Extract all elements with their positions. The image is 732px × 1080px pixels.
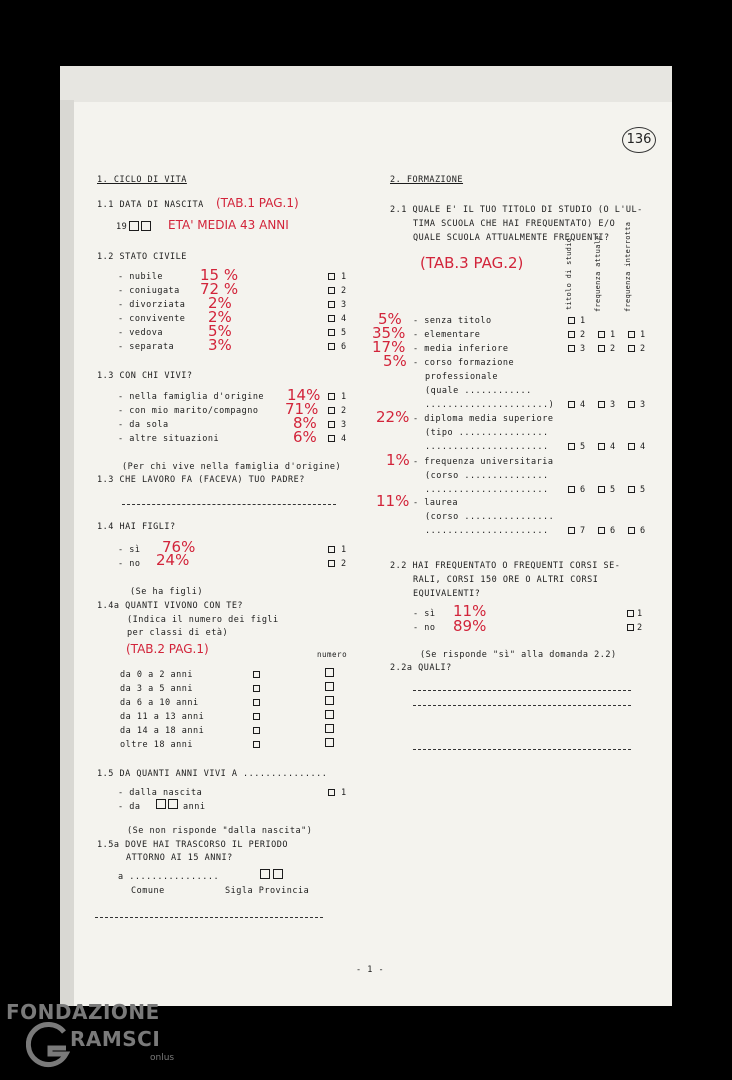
code: 1 [640, 330, 646, 340]
q1-5a-2: ATTORNO AI 15 ANNI? [126, 853, 233, 863]
q2-2-note: (Se risponde "sì" alla domanda 2.2) [420, 650, 617, 660]
corsi-pct: 89% [453, 617, 487, 635]
q2-1-l3: QUALE SCUOLA ATTUALMENTE FREQUENTI? [413, 233, 610, 243]
q1-4a-sub1: (Indica il numero dei figli [127, 615, 279, 625]
studio-label: - laurea [413, 498, 458, 508]
number-box[interactable] [325, 710, 334, 719]
studio-label: (tipo ................ [425, 428, 549, 438]
q2-2-l1: 2.2 HAI FREQUENTATO O FREQUENTI CORSI SE- [390, 561, 621, 571]
corsi-label: - no [413, 623, 436, 633]
studio-pct: 5% [383, 352, 407, 370]
studio-label: ...................... [425, 442, 549, 452]
watermark-line2: RAMSCI [70, 1027, 161, 1051]
civile-label: - coniugata [118, 286, 180, 296]
chi-label: - nella famiglia d'origine [118, 392, 265, 402]
checkbox[interactable] [628, 443, 635, 450]
checkbox[interactable] [568, 401, 575, 408]
number-box[interactable] [325, 738, 334, 747]
chi-code: 1 [341, 392, 347, 402]
code: 2 [610, 344, 616, 354]
q2-2-l2: RALI, CORSI 150 ORE O ALTRI CORSI [413, 575, 599, 585]
page-footer: - 1 - [356, 965, 385, 975]
checkbox[interactable] [328, 343, 335, 350]
code: 3 [640, 400, 646, 410]
checkbox[interactable] [628, 527, 635, 534]
q1-2: 1.2 STATO CIVILE [97, 252, 187, 262]
checkbox[interactable] [628, 486, 635, 493]
studio-pct: 1% [386, 451, 410, 469]
corsi-code: 1 [637, 609, 643, 619]
civile-code: 2 [341, 286, 347, 296]
q1-3b: 1.3 CHE LAVORO FA (FACEVA) TUO PADRE? [97, 475, 305, 485]
studio-label: (corso ............... [425, 471, 549, 481]
q1-5-opt2a: - da [118, 802, 141, 812]
year-box-1[interactable] [129, 221, 139, 231]
checkbox[interactable] [328, 560, 335, 567]
q1-5-opt2b: anni [183, 802, 206, 812]
answer-line[interactable] [413, 705, 631, 706]
q1-1: 1.1 DATA DI NASCITA [97, 200, 204, 210]
page-shadow [60, 100, 74, 1006]
gramsci-g-logo [26, 1022, 70, 1070]
chi-label: - con mio marito/compagno [118, 406, 259, 416]
code: 6 [580, 485, 586, 495]
civile-label: - divorziata [118, 300, 186, 310]
civile-label: - vedova [118, 328, 163, 338]
code: 5 [640, 485, 646, 495]
numero-header: numero [317, 650, 348, 659]
eta-row: da 11 a 13 anni [120, 712, 205, 722]
chi-code: 3 [341, 420, 347, 430]
q1-1-note: (TAB.1 PAG.1) [216, 196, 299, 210]
studio-label: - corso formazione [413, 358, 515, 368]
checkbox[interactable] [328, 287, 335, 294]
comune-label: Comune [131, 886, 165, 896]
civile-code: 1 [341, 272, 347, 282]
province-box-2[interactable] [273, 869, 283, 879]
checkbox[interactable] [568, 331, 575, 338]
checkbox[interactable] [328, 273, 335, 280]
q1-4a-note: (TAB.2 PAG.1) [126, 642, 209, 656]
col-header-freq-interrotta: frequenza interrotta [624, 221, 632, 312]
figli-pct: 24% [156, 551, 190, 569]
figli-label: - sì [118, 545, 141, 555]
corsi-label: - sì [413, 609, 436, 619]
code: 3 [610, 400, 616, 410]
chi-pct: 71% [285, 400, 319, 418]
figli-label: - no [118, 559, 141, 569]
code: 3 [580, 344, 586, 354]
checkbox[interactable] [253, 685, 260, 692]
studio-label: - elementare [413, 330, 481, 340]
code: 5 [580, 442, 586, 452]
checkbox[interactable] [253, 741, 260, 748]
answer-line[interactable] [413, 690, 631, 691]
checkbox[interactable] [328, 435, 335, 442]
studio-pct: 22% [376, 408, 410, 426]
checkbox[interactable] [628, 331, 635, 338]
q1-3-note: (Per chi vive nella famiglia d'origine) [122, 462, 342, 472]
sigla-label: Sigla Provincia [225, 886, 310, 896]
col-header-titolo: titolo di studio [565, 237, 573, 310]
eta-row: da 3 a 5 anni [120, 684, 194, 694]
civile-code: 4 [341, 314, 347, 324]
q1-5a-field[interactable]: a ................ [118, 872, 220, 882]
studio-pct: 11% [376, 492, 410, 510]
number-box[interactable] [325, 668, 334, 677]
eta-row: da 0 a 2 anni [120, 670, 194, 680]
checkbox[interactable] [568, 443, 575, 450]
chi-code: 4 [341, 434, 347, 444]
checkbox[interactable] [253, 699, 260, 706]
civile-pct: 3% [208, 336, 232, 354]
studio-label: (quale ............ [425, 386, 532, 396]
studio-label: - senza titolo [413, 316, 492, 326]
civile-label: - separata [118, 342, 175, 352]
q1-4-note: (Se ha figli) [130, 587, 204, 597]
checkbox[interactable] [568, 486, 575, 493]
civile-pct: 2% [208, 308, 232, 326]
studio-label: ...................... [425, 485, 549, 495]
civile-label: - nubile [118, 272, 163, 282]
code: 4 [610, 442, 616, 452]
section1-title: 1. CICLO DI VITA [97, 175, 187, 185]
civile-code: 5 [341, 328, 347, 338]
checkbox[interactable] [627, 624, 634, 631]
checkbox[interactable] [328, 546, 335, 553]
checkbox[interactable] [598, 401, 605, 408]
checkbox[interactable] [328, 393, 335, 400]
checkbox[interactable] [328, 421, 335, 428]
answer-line[interactable] [122, 504, 336, 505]
code: 4 [640, 442, 646, 452]
figli-pct: 76% [162, 538, 196, 556]
code: 5 [610, 485, 616, 495]
corsi-code: 2 [637, 623, 643, 633]
checkbox[interactable] [628, 401, 635, 408]
civile-pct: 15 % [200, 266, 239, 284]
q2-1-note: (TAB.3 PAG.2) [420, 254, 524, 272]
code: 2 [580, 330, 586, 340]
eta-row: da 14 a 18 anni [120, 726, 205, 736]
studio-label: (corso ................ [425, 512, 555, 522]
watermark-line1: FONDAZIONE [6, 1000, 160, 1024]
eta-row: da 6 a 10 anni [120, 698, 199, 708]
civile-code: 6 [341, 342, 347, 352]
code: 1 [610, 330, 616, 340]
checkbox[interactable] [253, 671, 260, 678]
studio-label: - frequenza universitaria [413, 457, 554, 467]
q2-2a: 2.2a QUALI? [390, 663, 452, 673]
section2-title: 2. FORMAZIONE [390, 175, 464, 185]
checkbox[interactable] [628, 345, 635, 352]
checkbox[interactable] [598, 331, 605, 338]
checkbox[interactable] [598, 527, 605, 534]
checkbox[interactable] [568, 317, 575, 324]
civile-label: - convivente [118, 314, 186, 324]
figli-code: 1 [341, 545, 347, 555]
chi-code: 2 [341, 406, 347, 416]
q1-1-prefix: 19 [116, 222, 128, 232]
number-box[interactable] [325, 724, 334, 733]
code: 2 [640, 344, 646, 354]
years-box-1[interactable] [156, 799, 166, 809]
divider [95, 917, 323, 918]
code: 6 [610, 526, 616, 536]
q1-5-opt1-code: 1 [341, 788, 347, 798]
code: 4 [580, 400, 586, 410]
checkbox[interactable] [328, 407, 335, 414]
studio-pct: 35% [372, 324, 406, 342]
page-edge [60, 66, 672, 102]
figli-code: 2 [341, 559, 347, 569]
chi-pct: 8% [293, 414, 317, 432]
checkbox[interactable] [328, 789, 335, 796]
checkbox[interactable] [568, 527, 575, 534]
studio-label: ...................... [425, 526, 549, 536]
q1-4: 1.4 HAI FIGLI? [97, 522, 176, 532]
q1-5a: 1.5a DOVE HAI TRASCORSO IL PERIODO [97, 840, 288, 850]
checkbox[interactable] [253, 727, 260, 734]
number-box[interactable] [325, 682, 334, 691]
q2-1-l2: TIMA SCUOLA CHE HAI FREQUENTATO) E/O [413, 219, 616, 229]
checkbox[interactable] [328, 315, 335, 322]
checkbox[interactable] [328, 329, 335, 336]
q1-3: 1.3 CON CHI VIVI? [97, 371, 193, 381]
q2-1-l1: 2.1 QUALE E' IL TUO TITOLO DI STUDIO (O L'UL- [390, 205, 643, 215]
code: 7 [580, 526, 586, 536]
page-number-circle-text: 136 [626, 132, 652, 147]
checkbox[interactable] [568, 345, 575, 352]
checkbox[interactable] [328, 301, 335, 308]
q1-5-opt1: - dalla nascita [118, 788, 203, 798]
year-box-2[interactable] [141, 221, 151, 231]
studio-label: ......................) [425, 400, 555, 410]
studio-label: - media inferiore [413, 344, 509, 354]
q1-1-answer: ETA' MEDIA 43 ANNI [168, 218, 289, 232]
q1-4a: 1.4a QUANTI VIVONO CON TE? [97, 601, 244, 611]
q1-5-note: (Se non risponde "dalla nascita") [127, 826, 313, 836]
chi-label: - altre situazioni [118, 434, 220, 444]
checkbox[interactable] [598, 443, 605, 450]
years-box-2[interactable] [168, 799, 178, 809]
province-box-1[interactable] [260, 869, 270, 879]
checkbox[interactable] [627, 610, 634, 617]
corsi-pct: 11% [453, 602, 487, 620]
col-header-freq-attuale: frequenza attuale [594, 235, 602, 312]
studio-label: professionale [425, 372, 499, 382]
q1-4a-sub2: per classi di età) [127, 628, 229, 638]
q2-2-l3: EQUIVALENTI? [413, 589, 481, 599]
studio-pct: 17% [372, 338, 406, 356]
checkbox[interactable] [598, 345, 605, 352]
number-box[interactable] [325, 696, 334, 705]
studio-label: - diploma media superiore [413, 414, 554, 424]
chi-pct: 6% [293, 428, 317, 446]
code: 1 [580, 316, 586, 326]
eta-row: oltre 18 anni [120, 740, 194, 750]
chi-pct: 14% [287, 386, 321, 404]
checkbox[interactable] [598, 486, 605, 493]
civile-pct: 72 % [200, 280, 239, 298]
civile-pct: 5% [208, 322, 232, 340]
chi-label: - da sola [118, 420, 169, 430]
page-number-circle [622, 127, 656, 153]
q1-5: 1.5 DA QUANTI ANNI VIVI A ............... [97, 769, 328, 779]
civile-code: 3 [341, 300, 347, 310]
watermark-line3: onlus [150, 1053, 175, 1063]
checkbox[interactable] [253, 713, 260, 720]
civile-pct: 2% [208, 294, 232, 312]
code: 6 [640, 526, 646, 536]
studio-pct: 5% [378, 310, 402, 328]
divider [413, 749, 631, 750]
